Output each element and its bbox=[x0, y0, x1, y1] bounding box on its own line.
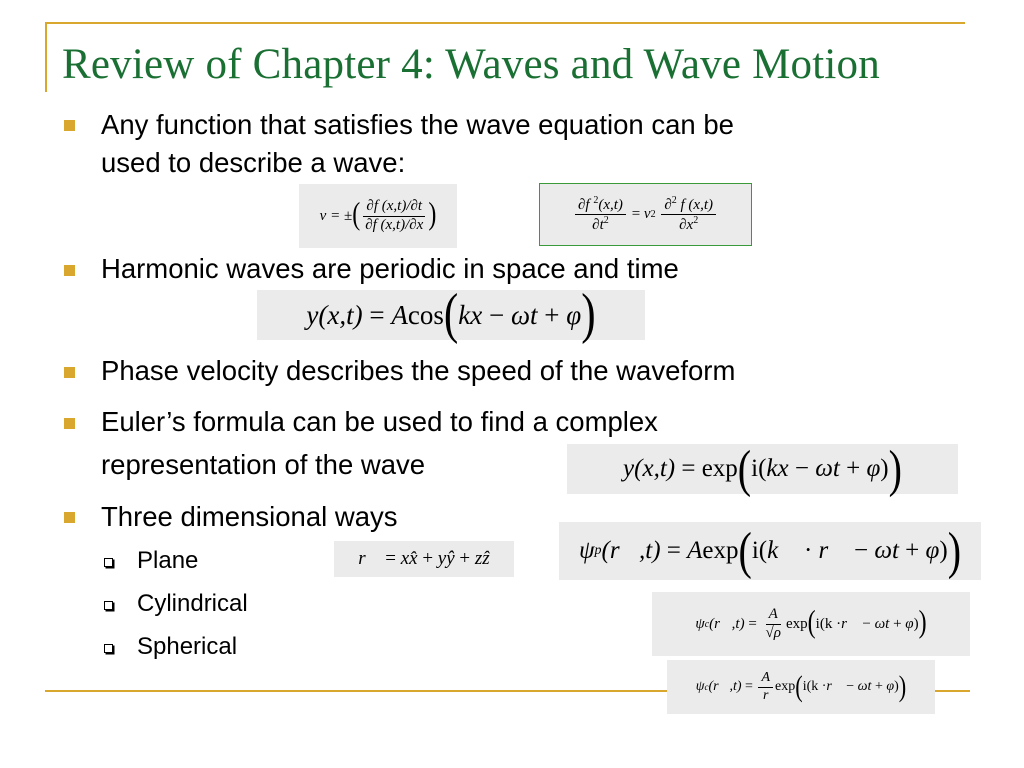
subbullet-plane: Plane bbox=[137, 547, 199, 574]
subbullet-marker bbox=[104, 601, 113, 610]
bullet-4-line-1: Euler’s formula can be used to find a complex bbox=[101, 406, 658, 437]
spherical-wave-equation: ψ c (r⃗,t) = $\frac{A}{r}$ exp ( i(k · r⃗ − ωt + φ ) ) bbox=[667, 660, 935, 714]
cylindrical-wave-equation: ψ c (r⃗,t) = $\frac{A}{√\rho}$ exp ( i(k · r⃗ − ωt + φ ) ) bbox=[652, 592, 970, 656]
bullet-marker bbox=[64, 512, 75, 523]
slide-title: Review of Chapter 4: Waves and Wave Motion bbox=[62, 41, 880, 88]
subbullet-cylindrical: Cylindrical bbox=[137, 590, 248, 617]
velocity-equation: v = ± ( $\frac{\partial f (x,t)/\partial t}{\partial f (x,t)/\partial x}$ ) bbox=[299, 184, 457, 248]
harmonic-wave-equation: y(x,t) = A cos ( kx − ωt + φ ) bbox=[257, 290, 645, 340]
top-rule bbox=[45, 22, 965, 24]
left-rule bbox=[45, 22, 47, 92]
bullet-1-line-2: used to describe a wave: bbox=[101, 147, 406, 178]
bullet-marker bbox=[64, 367, 75, 378]
bullet-5: Three dimensional ways bbox=[101, 501, 398, 532]
bullet-1-line-1: Any function that satisfies the wave equation can be bbox=[101, 109, 734, 140]
complex-wave-equation: y(x,t) = exp ( i( kx − ωt + φ ) ) bbox=[567, 444, 958, 494]
position-vector-equation: r⃗ = xx̂ + yŷ + zẑ bbox=[334, 541, 514, 577]
plane-wave-equation: ψ p (r⃗,t) = A exp ( i( k⃗ · r⃗ − ωt + φ ) ) bbox=[559, 522, 981, 580]
wave-equation: $\frac{\partial f ^2(x,t)}{\partial t^2}$ = v 2 $\frac{\partial^2 f (x,t)}{\partial x^2}$ bbox=[539, 183, 752, 246]
subbullet-marker bbox=[104, 644, 113, 653]
bullet-4-line-2: representation of the wave bbox=[101, 449, 426, 480]
bullet-marker bbox=[64, 120, 75, 131]
bullet-marker bbox=[64, 265, 75, 276]
bullet-marker bbox=[64, 418, 75, 429]
subbullet-spherical: Spherical bbox=[137, 633, 238, 660]
bullet-3: Phase velocity describes the speed of the waveform bbox=[101, 355, 736, 386]
subbullet-marker bbox=[104, 558, 113, 567]
bullet-2: Harmonic waves are periodic in space and time bbox=[101, 253, 679, 284]
